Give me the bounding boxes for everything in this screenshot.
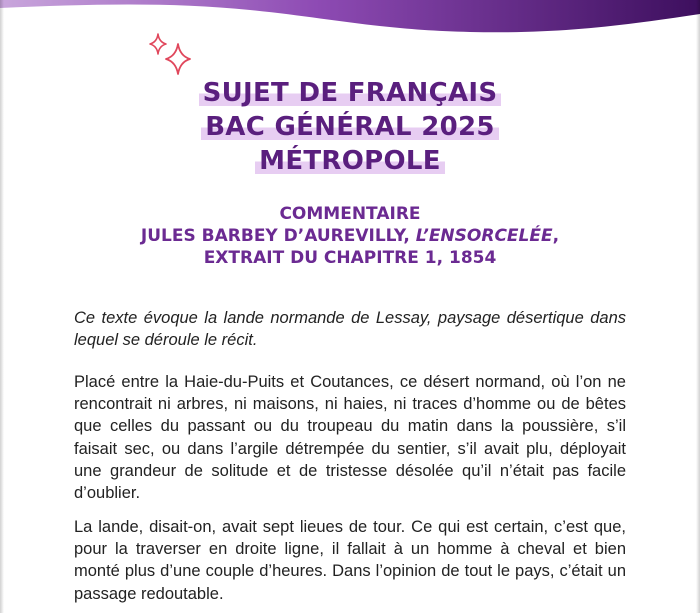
subtitle-author: JULES BARBEY D’AUREVILLY, [140, 226, 416, 246]
intro-paragraph: Ce texte évoque la lande normande de Lessay, paysage désertique dans lequel se déroule le récit. [74, 309, 626, 350]
subtitle-line-2 [0, 225, 700, 247]
subtitle-line-3: EXTRAIT DU CHAPITRE 1, 1854 [203, 248, 497, 268]
title-line-1: SUJET DE FRANÇAIS [0, 76, 700, 110]
subtitle-line-1: COMMENTAIRE [279, 204, 421, 224]
sparkle-icon [146, 32, 196, 82]
text-paragraph-1: Placé entre la Haie-du-Puits et Coutances, ce désert normand, où l’on ne rencontrait ni arbres, ni maisons, ni haies, ni traces d’homme ou de bêtes que celles du passant ou du troupeau du matin dans la poussière, s’il faisait sec, ou dans l’argile détrempée du sentier, s’il avait plu, déployait une grandeur de solitude et de tristesse désolée qu’il n’était pas facile d’oublier. [74, 373, 626, 503]
main-title [0, 76, 700, 178]
subtitle [0, 203, 700, 269]
subtitle-work-title: L’ENSORCELÉE [415, 226, 553, 246]
title-line-2: BAC GÉNÉRAL 2025 [0, 110, 700, 144]
subtitle-comma: , [552, 226, 560, 246]
header-wave-decoration [0, 0, 700, 40]
title-line-3: MÉTROPOLE [0, 144, 700, 178]
text-paragraph-2: La lande, disait-on, avait sept lieues de tour. Ce qui est certain, c’est que, pour la traverser en droite ligne, il fallait à un homme à cheval et bien monté plus d’une couple d’heures. Dans l’opinion de tout le pays, c’était un passage redoutable. [74, 518, 626, 603]
